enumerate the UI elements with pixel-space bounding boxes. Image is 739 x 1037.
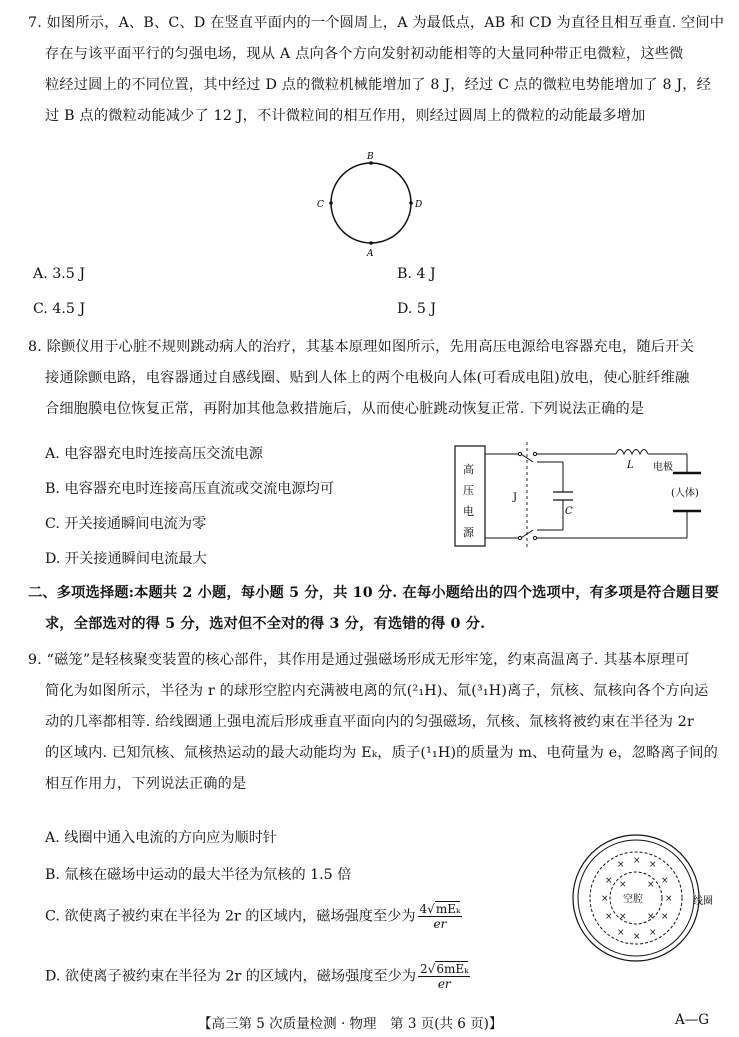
electrode-label: 电极: [653, 462, 673, 473]
q8-line: 合细胞膜电位恢复正常，再附加其他急救措施后，从而使心脏跳动恢复正常. 下列说法正确的是: [45, 401, 645, 417]
section-2-header: [28, 578, 718, 640]
field-cross-mark: ×: [661, 876, 669, 886]
field-cross-mark: ×: [647, 912, 655, 922]
field-cross-mark: ×: [665, 894, 673, 904]
switch-label-j: J: [513, 492, 518, 503]
question-9-stem: [28, 645, 718, 800]
field-cross-mark: ×: [605, 912, 613, 922]
paper-code: A—G: [675, 1012, 710, 1028]
section-2-line: 二、多项选择题:本题共 2 小题，每小题 5 分，共 10 分. 在每小题给出的四个选项中，有多项是符合题目要: [28, 585, 720, 601]
q7-option-a[interactable]: A. 3.5 J: [33, 266, 86, 282]
field-cross-mark: ×: [619, 880, 627, 890]
field-cross-mark: ×: [649, 928, 657, 938]
section-2-line: 求，全部选对的得 5 分，选对但不全对的得 3 分，有选错的得 0 分.: [45, 616, 486, 632]
q9-option-c[interactable]: [45, 902, 462, 931]
q9-option-d-text: D. 欲使离子被约束在半径为 2r 的区域内，磁场强度至少为: [45, 968, 417, 985]
cavity-label: 空腔: [623, 894, 643, 905]
q8-option-a[interactable]: A. 电容器充电时连接高压交流电源: [45, 446, 263, 462]
q7-line: 过 B 点的微粒动能减少了 12 J，不计微粒间的相互作用，则经过圆周上的微粒的动能最多增加: [45, 108, 646, 124]
q7-line: 7. 如图所示，A、B、C、D 在竖直平面内的一个圆周上，A 为最低点，AB 和 CD 为直径且相互垂直. 空间中: [28, 15, 725, 31]
q8-option-c[interactable]: C. 开关接通瞬间电流为零: [45, 516, 207, 532]
source-label-char: 高: [463, 463, 474, 476]
q9-option-a[interactable]: A. 线圈中通入电流的方向应为顺时针: [45, 830, 278, 846]
source-label-char: 源: [463, 526, 474, 539]
field-cross-mark: ×: [601, 894, 609, 904]
label-b: B: [367, 152, 374, 162]
question-7-stem: [28, 8, 725, 132]
field-cross-mark: ×: [649, 860, 657, 870]
source-label-char: 电: [463, 505, 474, 518]
field-cross-mark: ×: [633, 932, 641, 942]
page-footer-center: 【高三第 5 次质量检测 · 物理 第 3 页(共 6 页)】: [198, 1016, 503, 1032]
label-d: D: [415, 200, 423, 210]
field-cross-mark: ×: [605, 876, 613, 886]
q9-option-b[interactable]: B. 氚核在磁场中运动的最大半径为氘核的 1.5 倍: [45, 867, 352, 883]
field-cross-mark: ×: [633, 856, 641, 866]
q9-line: 相互作用力，下列说法正确的是: [45, 776, 247, 792]
inductor-label-l: L: [627, 460, 634, 471]
q7-line: 粒经过圆上的不同位置，其中经过 D 点的微粒机械能增加了 8 J，经过 C 点的微粒电势能增加了 8 J，经: [45, 77, 712, 93]
human-body-label: (人体): [671, 488, 699, 499]
q8-option-b[interactable]: B. 电容器充电时连接高压直流或交流电源均可: [45, 481, 335, 497]
field-cross-mark: ×: [647, 880, 655, 890]
capacitor-label-c: C: [565, 506, 573, 517]
q9-line: 简化为如图所示，半径为 r 的球形空腔内充满被电离的氘(²₁H)、氚(³₁H)离子，氘核、氚核向各个方向运: [45, 683, 709, 699]
question-8-stem: [28, 332, 718, 425]
q8-defibrillator-circuit: [453, 440, 723, 550]
source-label-char: 压: [463, 484, 474, 497]
q7-option-b[interactable]: B. 4 J: [397, 266, 436, 282]
coil-label: 线圈: [693, 896, 713, 907]
q8-option-d[interactable]: D. 开关接通瞬间电流最大: [45, 551, 207, 567]
q9-line: 的区域内. 已知氘核、氚核热运动的最大动能均为 Eₖ，质子(¹₁H)的质量为 m、电荷量为 e，忽略离子间的: [45, 745, 719, 761]
field-cross-mark: ×: [617, 928, 625, 938]
q7-line: 存在与该平面平行的匀强电场，现从 A 点向各个方向发射初动能相等的大量同种带正电微粒，这些微: [45, 46, 684, 62]
label-a: A: [367, 249, 374, 259]
q9-option-c-text: C. 欲使离子被约束在半径为 2r 的区域内，磁场强度至少为: [45, 908, 416, 925]
field-cross-mark: ×: [619, 912, 627, 922]
label-c: C: [317, 200, 324, 210]
q9-line: 动的几率都相等. 给线圈通上强电流后形成垂直平面向内的匀强磁场，氘核、氚核将被约束在半径为 2r: [45, 714, 695, 730]
field-cross-mark: ×: [617, 860, 625, 870]
q9-magnetic-cage-figure: [560, 822, 720, 982]
q8-line: 接通除颤电路，电容器通过自感线圈、贴到人体上的两个电极向人体(可看成电阻)放电，使心脏纤维融: [45, 370, 690, 386]
q7-circle-figure: [305, 148, 435, 260]
q9-option-d-fraction: $\frac{\text{2√6mEₖ}}{er}$: [420, 962, 469, 991]
q7-option-c[interactable]: C. 4.5 J: [33, 301, 86, 317]
q9-option-d[interactable]: [45, 962, 470, 991]
q8-line: 8. 除颤仪用于心脏不规则跳动病人的治疗，其基本原理如图所示，先用高压电源给电容器充电，随后开关: [28, 339, 695, 355]
inductor-coil: [616, 450, 648, 455]
q9-line: 9. “磁笼”是轻核聚变装置的核心部件，其作用是通过强磁场形成无形牢笼，约束高温离子. 其基本原理可: [28, 652, 690, 668]
q9-option-c-fraction: $\frac{\text{4√mEₖ}}{er}$: [419, 902, 461, 931]
point-a-dot: [369, 241, 373, 245]
point-d-dot: [409, 201, 413, 205]
point-c-dot: [329, 201, 333, 205]
q7-option-d[interactable]: D. 5 J: [397, 301, 437, 317]
field-cross-mark: ×: [661, 912, 669, 922]
q7-circle: [331, 163, 411, 243]
